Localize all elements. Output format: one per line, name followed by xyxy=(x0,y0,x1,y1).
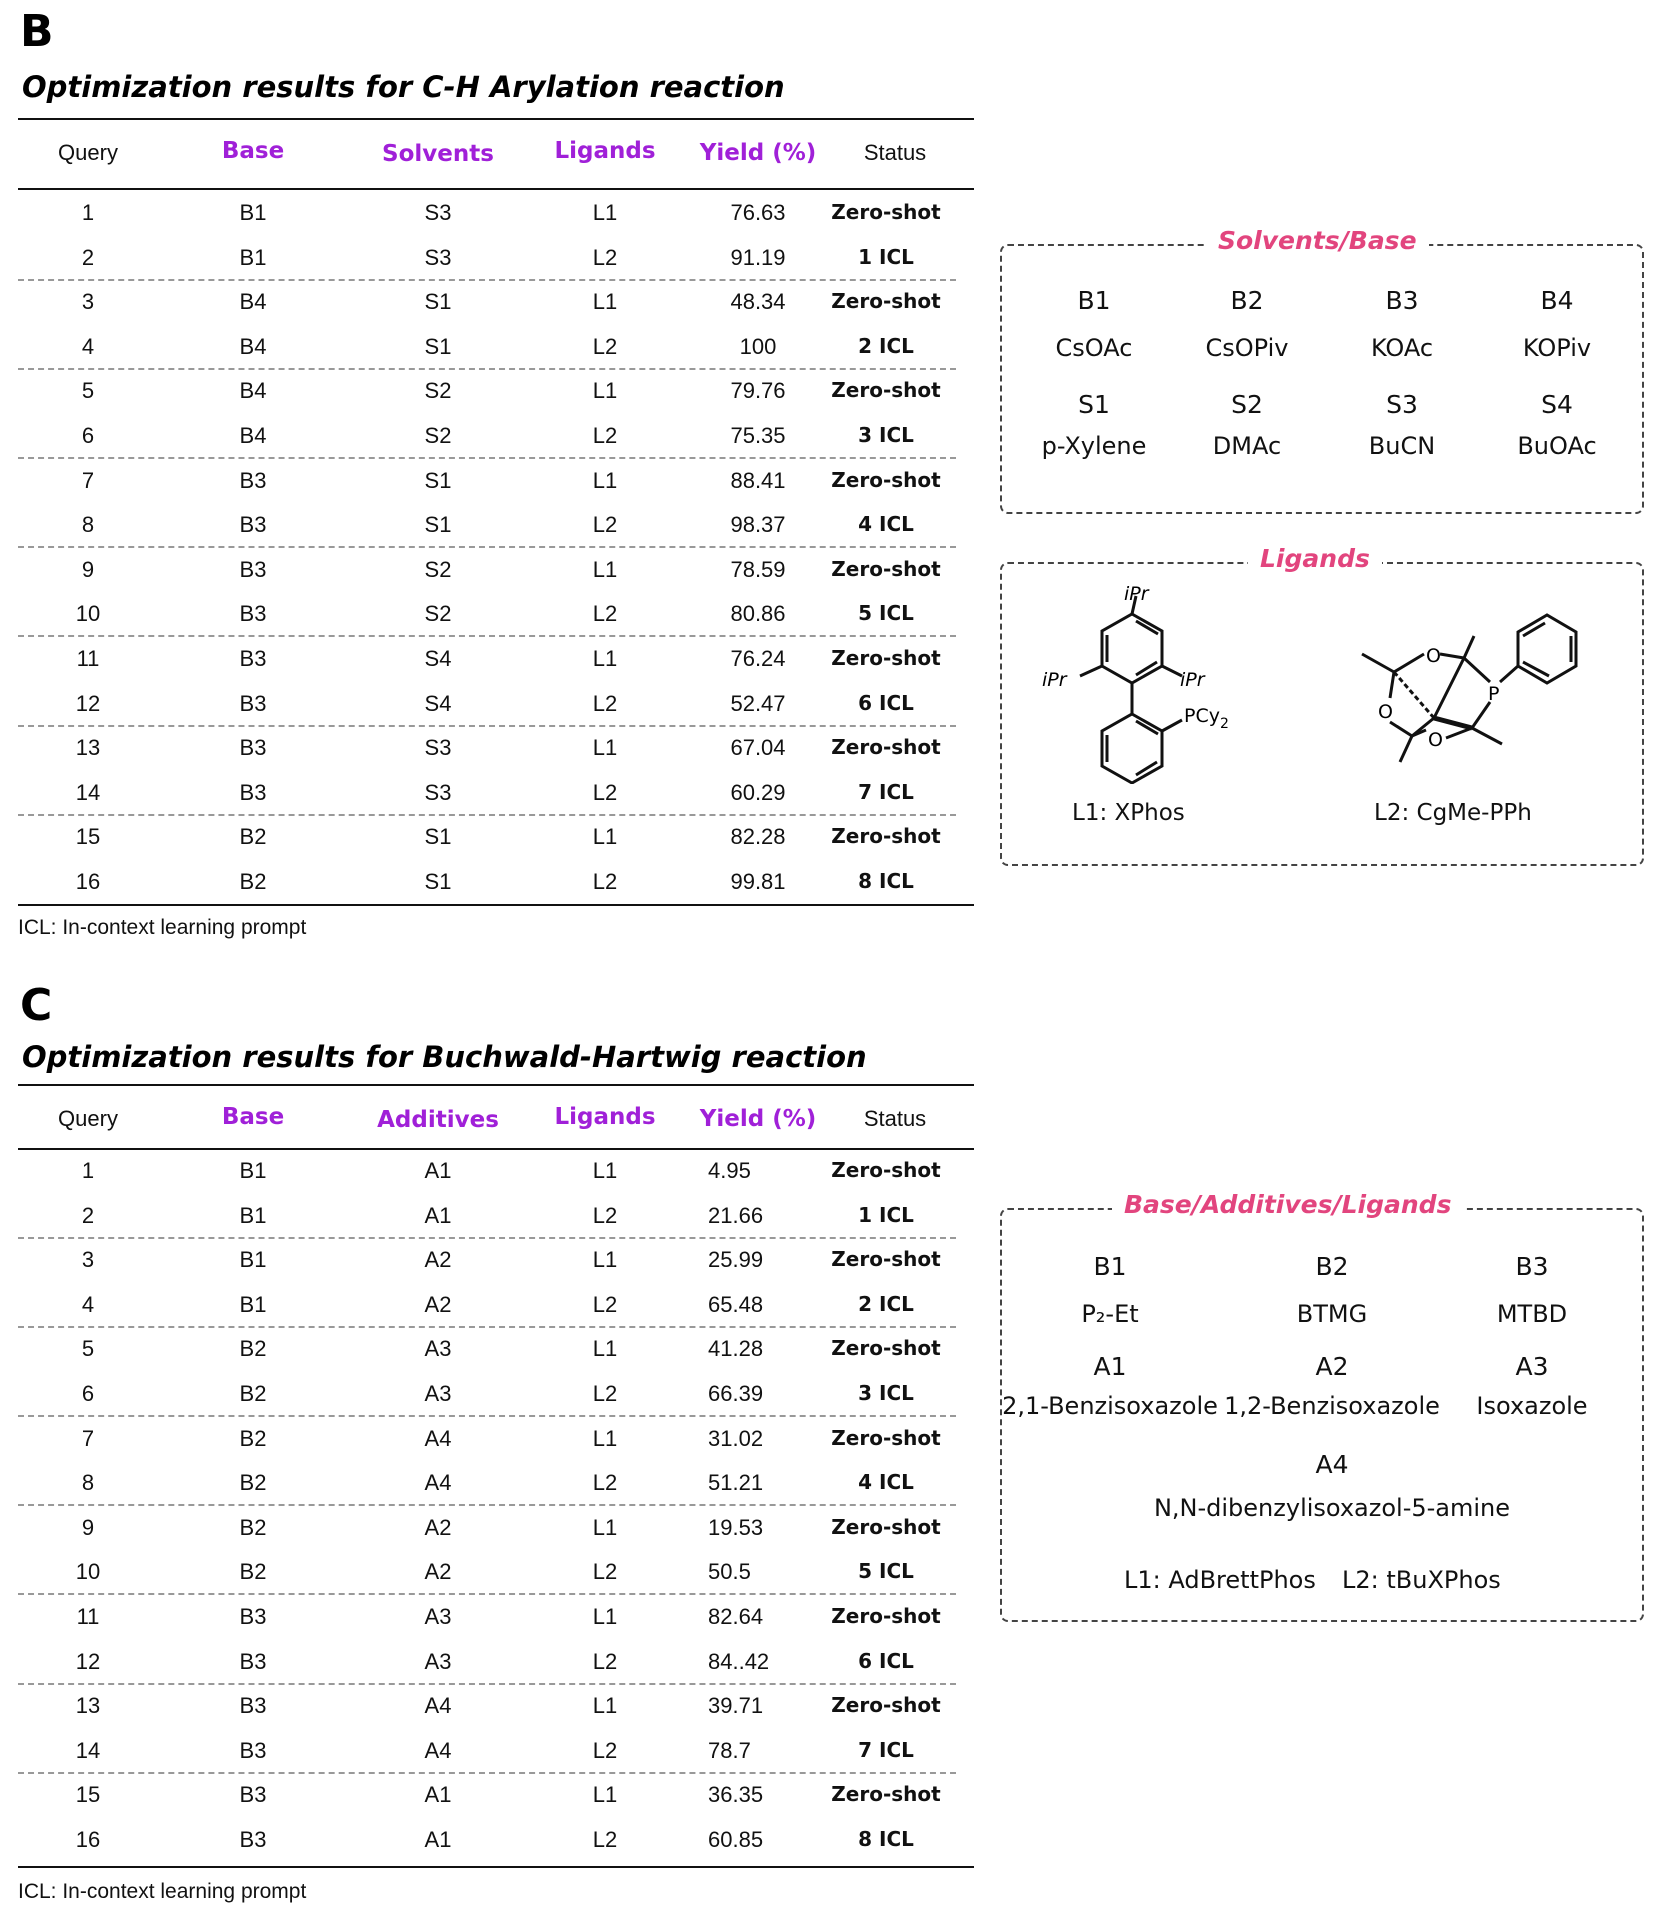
cell-query: 2 xyxy=(81,244,95,270)
cell-additive: A3 xyxy=(424,1381,452,1406)
legend-title: Base/Additives/Ligands xyxy=(1112,1190,1463,1219)
panel-b-footnote: ICL: In-context learning prompt xyxy=(18,916,307,939)
cell-query: 15 xyxy=(75,1782,101,1808)
cell-solvent: S2 xyxy=(424,601,452,627)
cell-solvent: S1 xyxy=(424,512,452,538)
l1-label: L1: XPhos xyxy=(1072,800,1185,826)
legend-value: BTMG xyxy=(1296,1300,1368,1328)
cell-base: B2 xyxy=(239,1559,267,1585)
cell-additive: A3 xyxy=(424,1336,452,1362)
cell-base: B1 xyxy=(239,1202,267,1228)
cell-ligand: L1 xyxy=(592,646,618,671)
row-group-divider xyxy=(18,635,956,637)
cg-o2: O xyxy=(1378,701,1393,723)
cell-status: 8 ICL xyxy=(858,1827,914,1851)
table-header-rule xyxy=(18,188,974,190)
header-ligands: Ligands xyxy=(554,1104,656,1130)
cell-yield: 36.35 xyxy=(708,1782,764,1808)
cell-ligand: L2 xyxy=(592,1648,618,1674)
legend-value: p-Xylene xyxy=(1041,432,1147,460)
cell-yield: 19.53 xyxy=(708,1514,764,1540)
header-ligands: Ligands xyxy=(554,138,656,164)
cell-base: B4 xyxy=(239,289,267,315)
cell-additive: A3 xyxy=(424,1604,452,1629)
cell-yield: 51.21 xyxy=(708,1470,764,1496)
cell-ligand: L1 xyxy=(592,378,618,404)
cell-status: Zero-shot xyxy=(831,646,941,670)
cell-base: B3 xyxy=(239,779,267,805)
legend-value: CsOPiv xyxy=(1205,334,1289,362)
legend-key: B4 xyxy=(1540,286,1574,315)
legend-ligand-l1: L1: AdBrettPhos xyxy=(1124,1566,1316,1594)
cell-yield: 79.76 xyxy=(730,378,786,404)
cell-status: 7 ICL xyxy=(858,779,914,804)
cell-query: 8 xyxy=(81,1470,95,1496)
legend-key: S1 xyxy=(1078,390,1110,419)
cell-yield: 75.35 xyxy=(730,423,786,448)
cell-base: B3 xyxy=(239,690,267,716)
cell-ligand: L2 xyxy=(592,512,618,538)
cell-status: Zero-shot xyxy=(831,1693,941,1718)
cell-yield: 76.63 xyxy=(730,200,786,225)
legend-value: CsOAc xyxy=(1055,334,1133,362)
cell-status: Zero-shot xyxy=(831,1336,941,1361)
legend-key: A4 xyxy=(1315,1450,1349,1479)
row-group-divider xyxy=(18,1237,956,1239)
cell-base: B4 xyxy=(239,423,267,448)
cell-solvent: S3 xyxy=(424,779,452,805)
cell-base: B1 xyxy=(239,244,267,270)
cell-solvent: S1 xyxy=(424,333,452,359)
header-base: Base xyxy=(221,138,285,164)
cell-query: 10 xyxy=(75,1559,101,1585)
cell-solvent: S2 xyxy=(424,556,452,582)
row-group-divider xyxy=(18,457,956,459)
cell-yield: 84..42 xyxy=(708,1648,770,1674)
cell-query: 1 xyxy=(81,200,95,225)
cell-yield: 4.95 xyxy=(708,1158,751,1183)
cell-base: B3 xyxy=(239,646,267,671)
cell-yield: 50.5 xyxy=(708,1559,751,1585)
xphos-ipr-top: iPr xyxy=(1124,583,1149,605)
header-yield: Yield (%) xyxy=(699,140,817,166)
cell-query: 13 xyxy=(75,735,101,761)
cell-base: B3 xyxy=(239,1827,267,1852)
cell-base: B3 xyxy=(239,1782,267,1808)
cell-yield: 60.85 xyxy=(708,1827,764,1852)
cell-query: 2 xyxy=(81,1202,95,1228)
ligands-legend-title: Ligands xyxy=(1248,544,1382,573)
legend-title: Solvents/Base xyxy=(1206,226,1429,255)
cell-solvent: S2 xyxy=(424,423,452,448)
row-group-divider xyxy=(18,546,956,548)
cell-status: 2 ICL xyxy=(858,1291,914,1316)
cell-yield: 78.59 xyxy=(730,556,786,582)
table-top-rule xyxy=(18,118,974,120)
cell-ligand: L1 xyxy=(592,1693,618,1719)
cell-ligand: L2 xyxy=(592,1291,618,1317)
cell-base: B2 xyxy=(239,869,267,894)
cell-ligand: L1 xyxy=(592,1514,618,1540)
base-additives-ligands-legend xyxy=(1000,1190,1644,1622)
row-group-divider xyxy=(18,1415,956,1417)
cell-ligand: L2 xyxy=(592,1827,618,1852)
cell-yield: 100 xyxy=(739,333,777,359)
legend-ligand-l2: L2: tBuXPhos xyxy=(1342,1566,1501,1594)
xphos-ipr-left: iPr xyxy=(1042,669,1067,691)
legend-value: MTBD xyxy=(1496,1300,1568,1328)
legend-key: A2 xyxy=(1315,1352,1349,1381)
cell-status: 1 ICL xyxy=(858,244,914,269)
cell-query: 5 xyxy=(81,1336,95,1362)
cell-solvent: S4 xyxy=(424,646,452,671)
cgme-pph-structure xyxy=(1342,604,1592,794)
cell-base: B3 xyxy=(239,1604,267,1629)
row-group-divider xyxy=(18,1772,956,1774)
cell-base: B3 xyxy=(239,512,267,538)
table-bottom-rule xyxy=(18,904,974,906)
cell-ligand: L2 xyxy=(592,690,618,716)
cell-yield: 31.02 xyxy=(708,1425,764,1451)
cell-status: Zero-shot xyxy=(831,1425,941,1450)
cell-base: B1 xyxy=(239,1291,267,1317)
cell-ligand: L2 xyxy=(592,1381,618,1406)
cell-query: 16 xyxy=(75,1827,101,1852)
cell-query: 15 xyxy=(75,824,101,850)
cell-base: B4 xyxy=(239,378,267,404)
cell-additive: A1 xyxy=(424,1158,452,1183)
cell-yield: 78.7 xyxy=(708,1737,751,1763)
row-group-divider xyxy=(18,279,956,281)
cell-yield: 82.28 xyxy=(730,824,786,850)
cell-base: B1 xyxy=(239,1158,267,1183)
cell-yield: 80.86 xyxy=(730,601,786,627)
panel-c-title: Optimization results for Buchwald-Hartwig reaction xyxy=(22,1040,867,1074)
cell-query: 3 xyxy=(81,1247,95,1273)
cell-yield: 41.28 xyxy=(708,1336,764,1362)
legend-key: B3 xyxy=(1385,286,1419,315)
cell-yield: 21.66 xyxy=(708,1202,764,1228)
cell-status: 5 ICL xyxy=(858,601,914,626)
cell-base: B1 xyxy=(239,200,267,225)
row-group-divider xyxy=(18,1593,956,1595)
cell-additive: A4 xyxy=(424,1470,452,1496)
cell-query: 16 xyxy=(75,869,101,894)
cell-yield: 39.71 xyxy=(708,1693,764,1719)
header-base: Base xyxy=(221,1104,285,1130)
cell-solvent: S1 xyxy=(424,467,452,493)
panel-b-table xyxy=(18,118,974,908)
legend-value: DMAc xyxy=(1212,432,1282,460)
cell-additive: A2 xyxy=(424,1291,452,1317)
legend-key: B3 xyxy=(1515,1252,1549,1281)
cell-ligand: L2 xyxy=(592,601,618,627)
cell-query: 6 xyxy=(81,423,95,448)
cell-status: Zero-shot xyxy=(831,824,941,849)
cell-query: 6 xyxy=(81,1381,95,1406)
cell-query: 10 xyxy=(75,601,101,627)
cell-query: 13 xyxy=(75,1693,101,1719)
cell-ligand: L1 xyxy=(592,556,618,582)
legend-value: KOAc xyxy=(1370,334,1434,362)
legend-value: BuCN xyxy=(1368,432,1436,460)
row-group-divider xyxy=(18,814,956,816)
cell-ligand: L1 xyxy=(592,1425,618,1451)
header-solvents: Solvents xyxy=(382,141,494,167)
cell-status: Zero-shot xyxy=(831,1604,941,1628)
table-header-rule xyxy=(18,1148,974,1150)
cell-additive: A4 xyxy=(424,1425,452,1451)
legend-value: 2,1-Benzisoxazole xyxy=(1002,1392,1218,1420)
cell-yield: 98.37 xyxy=(730,512,786,538)
cell-query: 8 xyxy=(81,512,95,538)
cell-status: 5 ICL xyxy=(858,1559,914,1584)
cell-query: 1 xyxy=(81,1158,95,1183)
row-group-divider xyxy=(18,725,956,727)
header-additives: Additives xyxy=(377,1107,499,1133)
cell-base: B2 xyxy=(239,1336,267,1362)
cell-status: Zero-shot xyxy=(831,378,941,403)
cell-yield: 99.81 xyxy=(730,869,786,894)
cell-status: 1 ICL xyxy=(858,1202,914,1227)
cell-solvent: S1 xyxy=(424,824,452,850)
cell-ligand: L2 xyxy=(592,869,618,894)
cell-query: 12 xyxy=(75,690,101,716)
cell-yield: 76.24 xyxy=(730,646,786,671)
panel-b-title: Optimization results for C-H Arylation reaction xyxy=(22,70,785,104)
panel-c-table xyxy=(18,1084,974,1874)
solvents-base-legend xyxy=(1000,226,1644,514)
cell-ligand: L2 xyxy=(592,1559,618,1585)
cell-ligand: L2 xyxy=(592,244,618,270)
cell-ligand: L2 xyxy=(592,1470,618,1496)
panel-c-footnote: ICL: In-context learning prompt xyxy=(18,1880,307,1903)
cell-yield: 25.99 xyxy=(708,1247,764,1273)
cell-query: 7 xyxy=(81,1425,95,1451)
cg-o3: O xyxy=(1428,729,1443,751)
cell-yield: 67.04 xyxy=(730,735,786,761)
cell-query: 3 xyxy=(81,289,95,315)
cell-base: B3 xyxy=(239,467,267,493)
cell-solvent: S3 xyxy=(424,735,452,761)
cell-query: 9 xyxy=(81,556,95,582)
panel-b-letter: B xyxy=(20,6,54,57)
legend-key: A1 xyxy=(1093,1352,1127,1381)
header-status: Status xyxy=(863,140,927,165)
cell-solvent: S4 xyxy=(424,690,452,716)
table-bottom-rule xyxy=(18,1866,974,1868)
cell-base: B3 xyxy=(239,1648,267,1674)
cell-status: Zero-shot xyxy=(831,289,941,314)
legend-key: B2 xyxy=(1315,1252,1349,1281)
legend-value: N,N-dibenzylisoxazol-5-amine xyxy=(1153,1494,1511,1522)
cell-base: B2 xyxy=(239,1381,267,1406)
cell-ligand: L2 xyxy=(592,1202,618,1228)
cell-ligand: L2 xyxy=(592,1737,618,1763)
legend-key: S4 xyxy=(1541,390,1573,419)
upper-ring xyxy=(1102,614,1162,683)
cell-status: 3 ICL xyxy=(858,1381,914,1405)
cell-ligand: L1 xyxy=(592,289,618,315)
cell-yield: 60.29 xyxy=(730,779,786,805)
cell-additive: A2 xyxy=(424,1514,452,1540)
cell-query: 11 xyxy=(76,646,100,671)
cell-yield: 82.64 xyxy=(708,1604,764,1629)
cell-solvent: S2 xyxy=(424,378,452,404)
cell-yield: 48.34 xyxy=(730,289,786,315)
legend-key: A3 xyxy=(1515,1352,1549,1381)
cell-additive: A4 xyxy=(424,1693,452,1719)
ligands-legend xyxy=(1000,544,1644,866)
legend-key: B2 xyxy=(1230,286,1264,315)
legend-key: S2 xyxy=(1231,390,1263,419)
cell-status: Zero-shot xyxy=(831,556,941,581)
cell-query: 5 xyxy=(81,378,95,404)
cell-base: B3 xyxy=(239,1693,267,1719)
cell-status: Zero-shot xyxy=(831,200,941,224)
cell-status: Zero-shot xyxy=(831,1158,941,1182)
cell-ligand: L1 xyxy=(592,1336,618,1362)
cell-status: Zero-shot xyxy=(831,735,941,760)
cell-status: 4 ICL xyxy=(858,1470,914,1495)
cell-base: B3 xyxy=(239,735,267,761)
cell-status: 6 ICL xyxy=(858,690,914,715)
row-group-divider xyxy=(18,1326,956,1328)
cell-additive: A1 xyxy=(424,1782,452,1808)
legend-value: Isoxazole xyxy=(1476,1392,1588,1420)
cell-query: 9 xyxy=(81,1514,95,1540)
cell-query: 7 xyxy=(81,467,95,493)
legend-key: B1 xyxy=(1093,1252,1127,1281)
xphos-structure xyxy=(1032,574,1252,784)
cell-solvent: S3 xyxy=(424,244,452,270)
header-query: Query xyxy=(58,140,118,165)
cell-ligand: L2 xyxy=(592,333,618,359)
cell-yield: 65.48 xyxy=(708,1291,764,1317)
cell-query: 14 xyxy=(75,779,101,805)
table-top-rule xyxy=(18,1084,974,1086)
legend-value: KOPiv xyxy=(1522,334,1592,362)
cell-base: B3 xyxy=(239,556,267,582)
legend-value: BuOAc xyxy=(1517,432,1597,460)
cell-status: Zero-shot xyxy=(831,467,941,492)
cell-ligand: L1 xyxy=(592,467,618,493)
cell-base: B4 xyxy=(239,333,267,359)
cell-query: 4 xyxy=(81,1291,95,1317)
cell-status: 6 ICL xyxy=(858,1648,914,1673)
cell-ligand: L2 xyxy=(592,423,618,448)
cell-status: Zero-shot xyxy=(831,1514,941,1539)
cell-status: 2 ICL xyxy=(858,333,914,358)
cell-ligand: L1 xyxy=(592,1247,618,1273)
row-group-divider xyxy=(18,1504,956,1506)
cell-ligand: L1 xyxy=(592,1604,618,1629)
lower-ring xyxy=(1102,714,1162,783)
cell-status: Zero-shot xyxy=(831,1247,941,1272)
cell-ligand: L1 xyxy=(592,824,618,850)
cell-base: B2 xyxy=(239,824,267,850)
cell-ligand: L1 xyxy=(592,200,618,225)
cg-o1: O xyxy=(1426,645,1441,667)
cell-solvent: S3 xyxy=(424,200,452,225)
cell-yield: 88.41 xyxy=(730,467,786,493)
cell-yield: 52.47 xyxy=(730,690,786,716)
row-group-divider xyxy=(18,1683,956,1685)
header-status: Status xyxy=(863,1106,927,1131)
cell-additive: A3 xyxy=(424,1648,452,1674)
cell-query: 14 xyxy=(75,1737,101,1763)
cell-status: 4 ICL xyxy=(858,512,914,537)
cell-status: 7 ICL xyxy=(858,1737,914,1762)
header-query: Query xyxy=(58,1106,118,1131)
cell-status: 3 ICL xyxy=(858,423,914,447)
cell-ligand: L1 xyxy=(592,1782,618,1808)
cell-base: B3 xyxy=(239,601,267,627)
cell-ligand: L1 xyxy=(592,735,618,761)
cell-solvent: S1 xyxy=(424,289,452,315)
cell-yield: 66.39 xyxy=(708,1381,764,1406)
legend-value: 1,2-Benzisoxazole xyxy=(1224,1392,1440,1420)
cell-additive: A2 xyxy=(424,1559,452,1585)
cell-base: B2 xyxy=(239,1470,267,1496)
cell-base: B1 xyxy=(239,1247,267,1273)
cell-additive: A4 xyxy=(424,1737,452,1763)
row-group-divider xyxy=(18,368,956,370)
cell-base: B2 xyxy=(239,1514,267,1540)
cell-query: 4 xyxy=(81,333,95,359)
cell-status: Zero-shot xyxy=(831,1782,941,1807)
cell-status: 8 ICL xyxy=(858,869,914,893)
cell-query: 12 xyxy=(75,1648,101,1674)
cell-yield: 91.19 xyxy=(730,244,786,270)
cell-additive: A1 xyxy=(424,1202,452,1228)
l2-label: L2: CgMe-PPh xyxy=(1374,800,1532,826)
cell-additive: A1 xyxy=(424,1827,452,1852)
xphos-ipr-right: iPr xyxy=(1180,669,1205,691)
xphos-pcy2: PCy$_2$ xyxy=(1184,705,1229,732)
cell-base: B2 xyxy=(239,1425,267,1451)
cell-ligand: L2 xyxy=(592,779,618,805)
header-yield: Yield (%) xyxy=(699,1106,817,1132)
cg-p: P xyxy=(1488,683,1500,705)
cell-query: 11 xyxy=(76,1604,100,1629)
legend-key: S3 xyxy=(1386,390,1418,419)
cell-additive: A2 xyxy=(424,1247,452,1273)
cell-base: B3 xyxy=(239,1737,267,1763)
legend-key: B1 xyxy=(1077,286,1111,315)
cell-ligand: L1 xyxy=(592,1158,618,1183)
legend-value: P₂-Et xyxy=(1081,1300,1139,1328)
cell-solvent: S1 xyxy=(424,869,452,894)
panel-c-letter: C xyxy=(20,980,53,1031)
